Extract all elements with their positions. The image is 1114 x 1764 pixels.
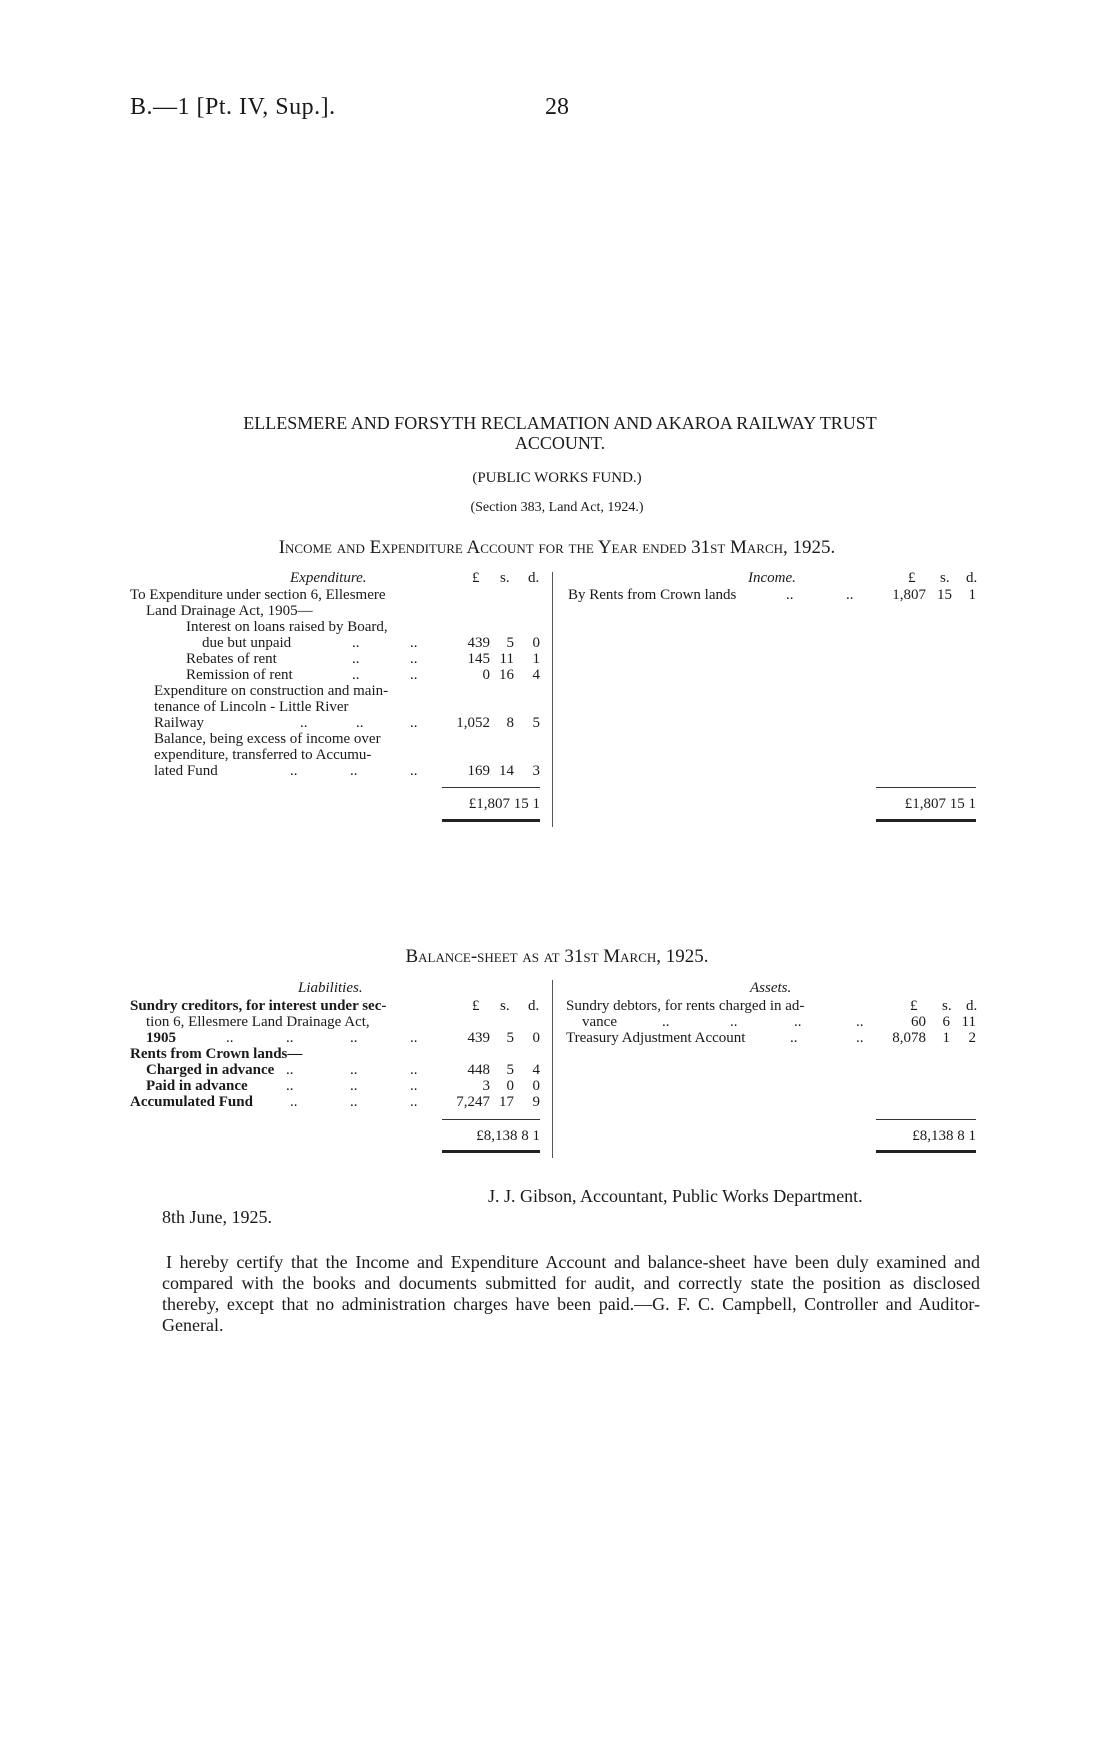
amount-pounds: 3: [482, 1078, 490, 1094]
liabilities-label: Liabilities.: [298, 980, 363, 996]
income-line: By Rents from Crown lands: [568, 587, 737, 603]
leader-dots: ..: [350, 763, 358, 779]
income-label: Income.: [748, 570, 796, 586]
asset-line: Sundry debtors, for rents charged in ad-: [566, 998, 805, 1014]
total-rule: [442, 787, 540, 788]
col-pence: d.: [966, 570, 978, 586]
leader-dots: ..: [352, 651, 360, 667]
expenditure-line: Expenditure on construction and main-: [154, 683, 389, 699]
expenditure-line: lated Fund: [154, 763, 218, 779]
amount-shillings: 8: [506, 715, 514, 731]
expenditure-total: £1,807 15 1: [468, 796, 540, 812]
liability-line: Sundry creditors, for interest under sec-: [130, 998, 387, 1014]
amount-pounds: 0: [482, 667, 490, 683]
leader-dots: ..: [356, 715, 364, 731]
column-divider: [552, 980, 553, 1158]
account-title-line1: ELLESMERE AND FORSYTH RECLAMATION AND AKAROA RAILWAY TRUST: [243, 413, 877, 433]
liability-line: Charged in advance: [146, 1062, 275, 1078]
col-shillings: s.: [500, 570, 510, 586]
double-rule: [876, 819, 976, 822]
total-rule: [876, 1119, 976, 1120]
amount-shillings: 1: [942, 1030, 950, 1046]
amount-pounds: 439: [467, 1030, 490, 1046]
liability-line: Paid in advance: [146, 1078, 248, 1094]
amount-shillings: 5: [506, 1062, 514, 1078]
col-pounds: £: [910, 998, 918, 1014]
leader-dots: ..: [846, 587, 854, 603]
leader-dots: ..: [352, 667, 360, 683]
signature-date: 8th June, 1925.: [162, 1207, 272, 1227]
amount-shillings: 0: [506, 1078, 514, 1094]
leader-dots: ..: [410, 635, 418, 651]
double-rule: [442, 1150, 540, 1153]
leader-dots: ..: [790, 1030, 798, 1046]
expenditure-label: Expenditure.: [290, 570, 367, 586]
leader-dots: ..: [786, 587, 794, 603]
amount-shillings: 14: [499, 763, 514, 779]
col-pounds: £: [472, 998, 480, 1014]
amount-shillings: 17: [499, 1094, 514, 1110]
leader-dots: ..: [856, 1030, 864, 1046]
leader-dots: ..: [350, 1030, 358, 1046]
liabilities-total: £8,138 8 1: [476, 1128, 540, 1144]
expenditure-line: Railway: [154, 715, 204, 731]
leader-dots: ..: [226, 1030, 234, 1046]
audit-certificate: I hereby certify that the Income and Expenditure Account and balance-sheet have been duly examined and compared with the books and documents submitted for audit, and correctly state the position as disclosed thereby, except that no administration charges have been paid.—G. F. C. Campbell, Controller and Auditor-General.: [162, 1252, 980, 1335]
amount-pounds: 145: [467, 651, 490, 667]
leader-dots: ..: [410, 1030, 418, 1046]
income-expenditure-heading: Income and Expenditure Account for the Year ended 31st March, 1925.: [278, 537, 836, 558]
leader-dots: ..: [410, 1078, 418, 1094]
balance-sheet-heading: Balance-sheet as at 31st March, 1925.: [405, 946, 709, 967]
liability-line: 1905: [146, 1030, 176, 1046]
asset-line: vance: [582, 1014, 617, 1030]
leader-dots: ..: [350, 1078, 358, 1094]
leader-dots: ..: [352, 635, 360, 651]
amount-shillings: 16: [499, 667, 514, 683]
total-rule: [442, 1119, 540, 1120]
leader-dots: ..: [286, 1078, 294, 1094]
amount-pence: 3: [532, 763, 540, 779]
amount-shillings: 6: [942, 1014, 950, 1030]
leader-dots: ..: [794, 1014, 802, 1030]
amount-pence: 2: [968, 1030, 976, 1046]
col-pence: d.: [528, 570, 540, 586]
amount-pounds: 60: [911, 1014, 926, 1030]
income-total: £1,807 15 1: [904, 796, 976, 812]
expenditure-line: Rebates of rent: [186, 651, 277, 667]
col-shillings: s.: [942, 998, 952, 1014]
fund-subtitle: (PUBLIC WORKS FUND.): [472, 470, 642, 486]
leader-dots: ..: [856, 1014, 864, 1030]
leader-dots: ..: [410, 763, 418, 779]
amount-pence: 11: [961, 1014, 976, 1030]
double-rule: [442, 819, 540, 822]
amount-pence: 1: [532, 651, 540, 667]
col-shillings: s.: [940, 570, 950, 586]
amount-pence: 4: [532, 1062, 540, 1078]
expenditure-line: tenance of Lincoln - Little River: [154, 699, 349, 715]
col-pence: d.: [966, 998, 978, 1014]
expenditure-line: Remission of rent: [186, 667, 293, 683]
liability-line: Rents from Crown lands—: [130, 1046, 303, 1062]
leader-dots: ..: [410, 667, 418, 683]
expenditure-line: Balance, being excess of income over: [154, 731, 381, 747]
amount-pence: 5: [532, 715, 540, 731]
double-rule: [876, 1150, 976, 1153]
leader-dots: ..: [410, 715, 418, 731]
leader-dots: ..: [410, 1062, 418, 1078]
column-divider: [552, 572, 553, 827]
amount-pounds: 1,052: [456, 715, 490, 731]
accountant-signature: J. J. Gibson, Accountant, Public Works Department.: [488, 1186, 863, 1206]
leader-dots: ..: [350, 1062, 358, 1078]
document-reference: B.—1 [Pt. IV, Sup.].: [130, 94, 336, 120]
col-shillings: s.: [500, 998, 510, 1014]
amount-shillings: 11: [499, 651, 514, 667]
asset-line: Treasury Adjustment Account: [566, 1030, 746, 1046]
leader-dots: ..: [290, 763, 298, 779]
assets-total: £8,138 8 1: [912, 1128, 976, 1144]
leader-dots: ..: [286, 1030, 294, 1046]
total-rule: [876, 787, 976, 788]
amount-pence: 4: [532, 667, 540, 683]
section-subtitle: (Section 383, Land Act, 1924.): [470, 500, 644, 515]
expenditure-line: Interest on loans raised by Board,: [186, 619, 388, 635]
liability-line: tion 6, Ellesmere Land Drainage Act,: [146, 1014, 370, 1030]
amount-pounds: 439: [467, 635, 490, 651]
amount-pence: 1: [968, 587, 976, 603]
expenditure-line: expenditure, transferred to Accumu-: [154, 747, 372, 763]
amount-pounds: 7,247: [456, 1094, 490, 1110]
liability-line: Accumulated Fund: [130, 1094, 253, 1110]
amount-pounds: 8,078: [892, 1030, 926, 1046]
amount-pounds: 169: [467, 763, 490, 779]
leader-dots: ..: [286, 1062, 294, 1078]
account-title-line2: ACCOUNT.: [514, 433, 606, 453]
amount-shillings: 5: [506, 635, 514, 651]
amount-pence: 0: [532, 1030, 540, 1046]
expenditure-line: To Expenditure under section 6, Ellesmere: [130, 587, 386, 603]
amount-shillings: 5: [506, 1030, 514, 1046]
amount-pounds: 1,807: [892, 587, 926, 603]
assets-label: Assets.: [750, 980, 792, 996]
leader-dots: ..: [290, 1094, 298, 1110]
expenditure-line: Land Drainage Act, 1905—: [146, 603, 313, 619]
amount-pence: 9: [532, 1094, 540, 1110]
leader-dots: ..: [730, 1014, 738, 1030]
page-number: 28: [545, 94, 569, 120]
leader-dots: ..: [350, 1094, 358, 1110]
amount-pounds: 448: [467, 1062, 490, 1078]
amount-pence: 0: [532, 1078, 540, 1094]
expenditure-line: due but unpaid: [202, 635, 292, 651]
leader-dots: ..: [300, 715, 308, 731]
leader-dots: ..: [410, 1094, 418, 1110]
leader-dots: ..: [410, 651, 418, 667]
leader-dots: ..: [662, 1014, 670, 1030]
amount-pence: 0: [532, 635, 540, 651]
amount-shillings: 15: [937, 587, 952, 603]
col-pounds: £: [472, 570, 480, 586]
col-pounds: £: [908, 570, 916, 586]
col-pence: d.: [528, 998, 540, 1014]
